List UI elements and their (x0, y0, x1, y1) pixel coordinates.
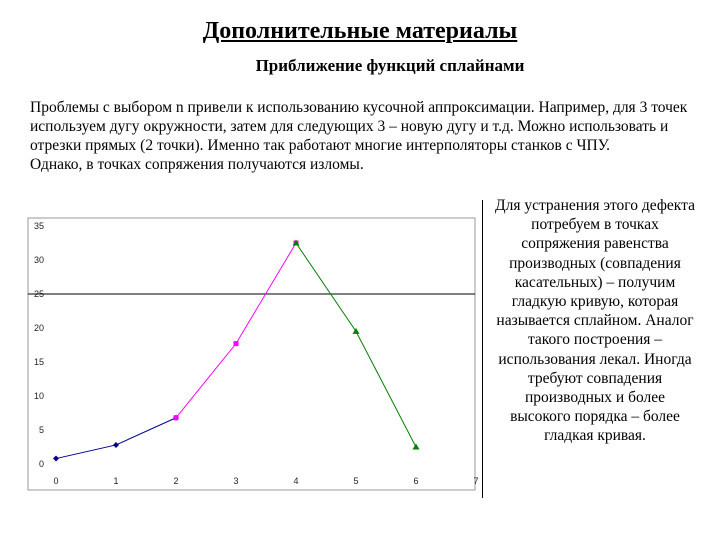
x-tick-label: 3 (233, 476, 239, 486)
spline-chart (28, 218, 478, 498)
y-tick-label: 20 (33, 323, 44, 333)
y-tick-label: 15 (33, 357, 44, 367)
intro-text (30, 98, 690, 174)
intro-paragraph: Проблемы с выбором n привели к использованию кусочной аппроксимации. Например, для 3 точек используем дугу окружности, затем для следующих 3 – новую дугу и т.д. Можно использовать и отрезки прямых (2 точки). Именно так работают многие интерполяторы станков с ЧПУ. (30, 99, 688, 154)
y-tick-label: 35 (33, 221, 44, 231)
side-text: Для устранения этого дефекта потребуем в точках сопряжения равенства производных (совпадения касательных) – получим гладкую кривую, которая называется сплайном. Аналог такого построения – использования лекал. Иногда требуют совпадения производных и более высокого порядка – более гладкая кривая. (495, 197, 695, 445)
y-tick-label: 30 (33, 255, 44, 265)
series-line-1 (176, 243, 296, 418)
y-tick-label: 0 (38, 459, 44, 469)
data-point (353, 328, 360, 334)
y-tick-label: 10 (33, 391, 44, 401)
y-tick-label: 5 (38, 425, 44, 435)
x-tick-label: 2 (173, 476, 179, 486)
data-point (234, 341, 239, 346)
x-tick-label: 7 (473, 476, 479, 486)
data-point (53, 456, 59, 462)
x-tick-label: 0 (53, 476, 59, 486)
x-tick-label: 6 (413, 476, 419, 486)
slide-title: Дополнительные материалы (202, 18, 518, 44)
divider-line (482, 200, 483, 498)
x-tick-label: 1 (113, 476, 119, 486)
intro-conclusion: Однако, в точках сопряжения получаются изломы. (30, 156, 364, 173)
data-point (113, 442, 119, 448)
x-tick-label: 5 (353, 476, 359, 486)
data-point (174, 415, 179, 420)
x-tick-label: 4 (293, 476, 299, 486)
y-tick-label: 25 (33, 289, 44, 299)
data-point (413, 444, 420, 450)
series-line-2 (296, 243, 416, 447)
series-line-0 (56, 418, 176, 459)
slide-subtitle: Приближение функций сплайнами (255, 56, 525, 75)
